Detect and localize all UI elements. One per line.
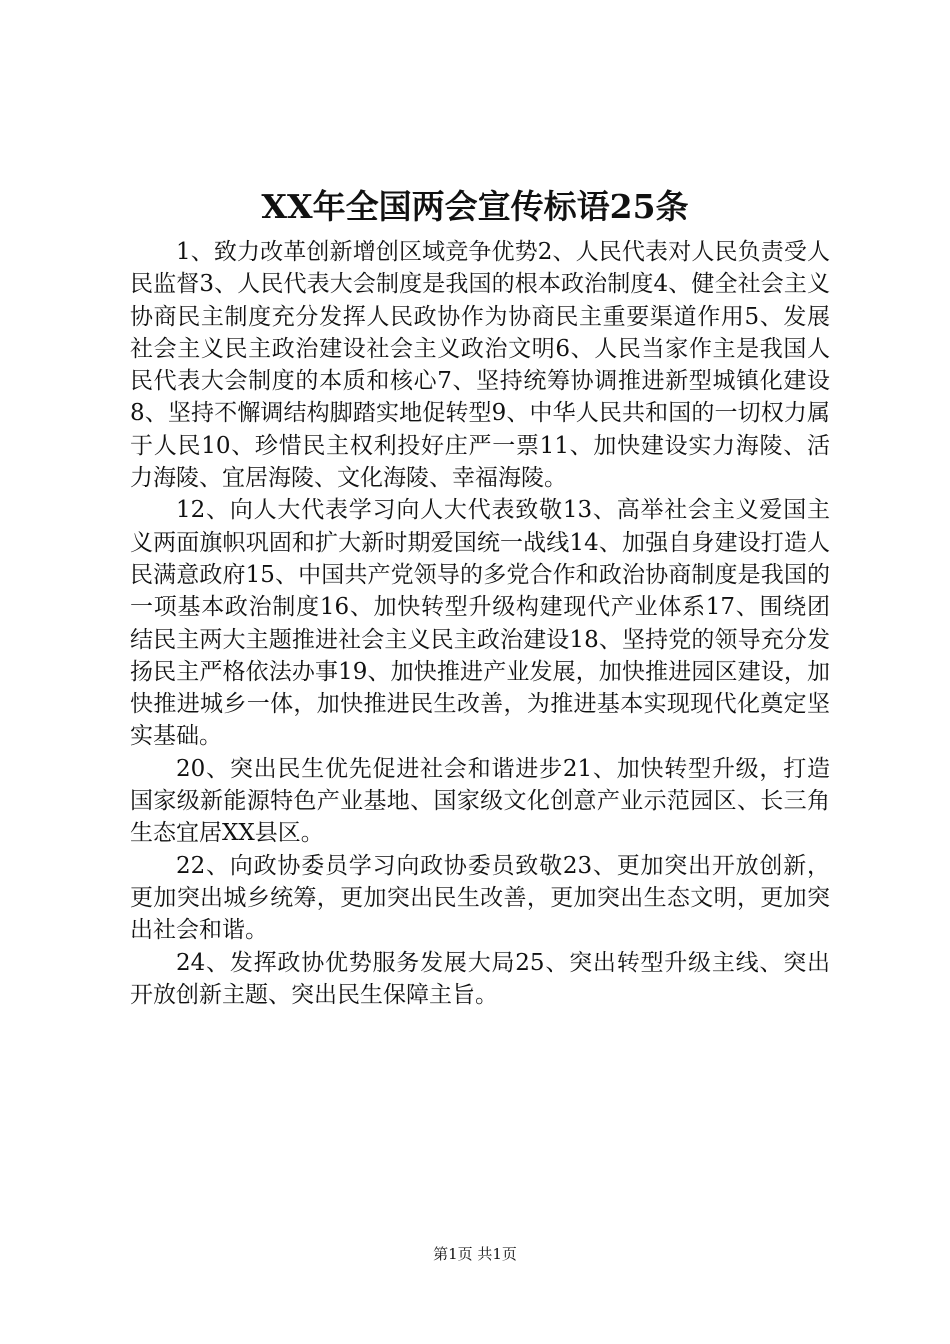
paragraph-4: 22、向政协委员学习向政协委员致敬23、更加突出开放创新，更加突出城乡统筹，更加突出民生改善，更加突出生态文明，更加突出社会和谐。 bbox=[130, 852, 830, 944]
paragraph-1: 1、致力改革创新增创区域竞争优势2、人民代表对人民负责受人民监督3、人民代表大会制度是我国的根本政治制度4、健全社会主义协商民主制度充分发挥人民政协作为协商民主重要渠道作用5、发展社会主义民主政治建设社会主义政治文明6、人民当家作主是我国人民代表大会制度的本质和核心7、坚持统筹协调推进新型城镇化建设8、坚持不懈调结构脚踏实地促转型9、中华人民共和国的一切权力属于人民10、珍惜民主权利投好庄严一票11、加快建设实力海陵、活力海陵、宜居海陵、文化海陵、幸福海陵。 bbox=[130, 239, 830, 492]
paragraph-3: 20、突出民生优先促进社会和谐进步21、加快转型升级，打造国家级新能源特色产业基地、国家级文化创意产业示范园区、长三角生态宜居XX县区。 bbox=[130, 755, 830, 847]
paragraph-2: 12、向人大代表学习向人大代表致敬13、高举社会主义爱国主义两面旗帜巩固和扩大新时期爱国统一战线14、加强自身建设打造人民满意政府15、中国共产党领导的多党合作和政治协商制度是我国的一项基本政治制度16、加快转型升级构建现代产业体系17、围绕团结民主两大主题推进社会主义民主政治建设18、坚持党的领导充分发扬民主严格依法办事19、加快推进产业发展，加快推进园区建设，加快推进城乡一体，加快推进民生改善，为推进基本实现现代化奠定坚实基础。 bbox=[130, 497, 830, 750]
document-body bbox=[130, 236, 830, 1011]
paragraph-5: 24、发挥政协优势服务发展大局25、突出转型升级主线、突出开放创新主题、突出民生保障主旨。 bbox=[130, 949, 830, 1008]
page-number-footer: 第1页 共1页 bbox=[433, 1245, 517, 1263]
document-title: XX年全国两会宣传标语25条 bbox=[261, 187, 689, 226]
